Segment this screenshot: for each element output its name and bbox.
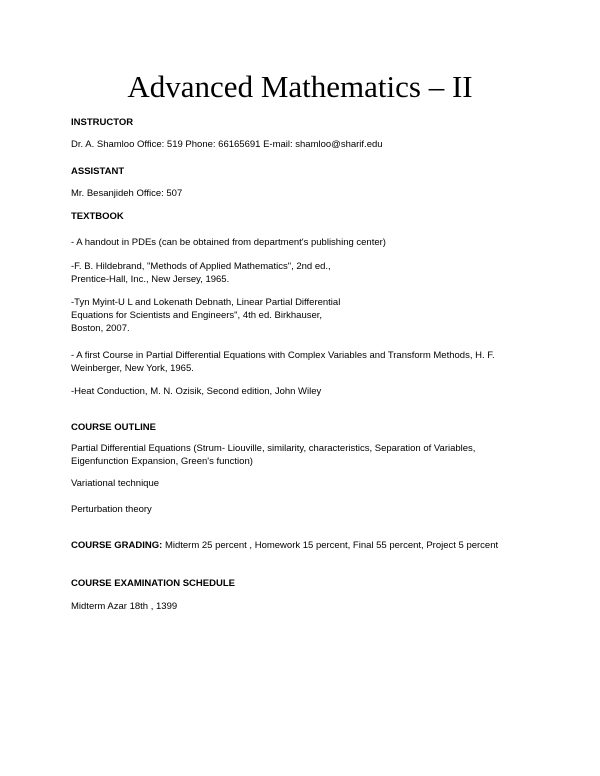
textbook-item: Weinberger, New York, 1965.	[71, 363, 194, 374]
exam-heading: COURSE EXAMINATION SCHEDULE	[71, 578, 235, 589]
grading-line	[71, 539, 498, 552]
page-title: Advanced Mathematics – II	[127, 69, 473, 104]
grading-heading: COURSE GRADING:	[71, 540, 163, 551]
textbook-item: - A first Course in Partial Differential Equations with Complex Variables and Transform Methods, H. F.	[71, 350, 495, 361]
exam-schedule: Midterm Azar 18th , 1399	[71, 601, 178, 612]
textbook-heading: TEXTBOOK	[71, 211, 124, 222]
instructor-heading: INSTRUCTOR	[71, 117, 134, 128]
assistant-heading: ASSISTANT	[71, 166, 125, 177]
textbook-item: Equations for Scientists and Engineers", 4th ed. Birkhauser,	[71, 310, 323, 321]
outline-item: Variational technique	[71, 478, 160, 489]
grading-details: Midterm 25 percent , Homework 15 percent, Final 55 percent, Project 5 percent	[162, 540, 499, 551]
instructor-info: Dr. A. Shamloo Office: 519 Phone: 66165691 E-mail: shamloo@sharif.edu	[71, 139, 383, 150]
outline-item: Perturbation theory	[71, 504, 152, 515]
textbook-item: - A handout in PDEs (can be obtained from department's publishing center)	[71, 237, 386, 248]
textbook-item: -Heat Conduction, M. N. Ozisik, Second edition, John Wiley	[71, 386, 322, 397]
textbook-item: -F. B. Hildebrand, "Methods of Applied Mathematics", 2nd ed.,	[71, 261, 331, 272]
textbook-item: Prentice-Hall, Inc., New Jersey, 1965.	[71, 274, 230, 285]
textbook-item: Boston, 2007.	[71, 323, 130, 334]
outline-item: Partial Differential Equations (Strum- Liouville, similarity, characteristics, Separation of Variables,	[71, 443, 476, 454]
textbook-item: -Tyn Myint-U L and Lokenath Debnath, Linear Partial Differential	[71, 297, 341, 308]
outline-item: Eigenfunction Expansion, Green's function)	[71, 456, 253, 467]
outline-heading: COURSE OUTLINE	[71, 422, 156, 433]
assistant-info: Mr. Besanjideh Office: 507	[71, 188, 183, 199]
